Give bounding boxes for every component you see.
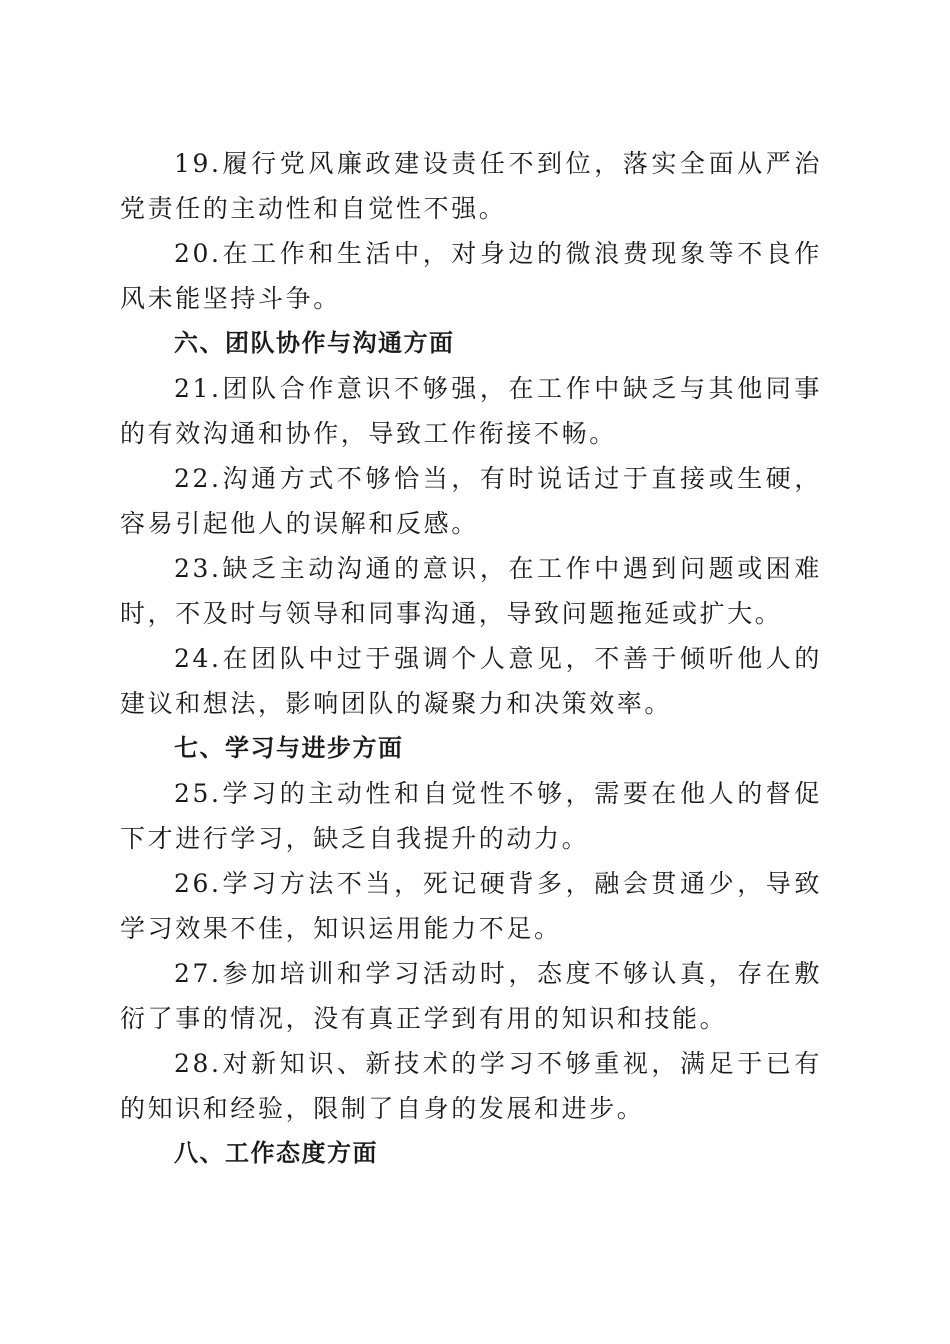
list-item-27: 27.参加培训和学习活动时，态度不够认真，存在敷衍了事的情况，没有真正学到有用的知识和技能。 — [120, 959, 822, 1033]
list-item-24: 24.在团队中过于强调个人意见，不善于倾听他人的建议和想法，影响团队的凝聚力和决策效率。 — [120, 644, 822, 718]
list-item-22: 22.沟通方式不够恰当，有时说话过于直接或生硬，容易引起他人的误解和反感。 — [120, 464, 822, 538]
section-heading-6: 六、团队协作与沟通方面 — [174, 329, 455, 357]
list-item-23: 23.缺乏主动沟通的意识，在工作中遇到问题或困难时，不及时与领导和同事沟通，导致问题拖延或扩大。 — [120, 554, 822, 628]
list-item-21: 21.团队合作意识不够强，在工作中缺乏与其他同事的有效沟通和协作，导致工作衔接不畅。 — [120, 374, 822, 448]
list-item-28: 28.对新知识、新技术的学习不够重视，满足于已有的知识和经验，限制了自身的发展和进步。 — [120, 1049, 822, 1123]
list-item-26: 26.学习方法不当，死记硬背多，融会贯通少，导致学习效果不佳，知识运用能力不足。 — [120, 869, 822, 943]
list-item-25: 25.学习的主动性和自觉性不够，需要在他人的督促下才进行学习，缺乏自我提升的动力。 — [120, 779, 822, 853]
list-item-19: 19.履行党风廉政建设责任不到位，落实全面从严治党责任的主动性和自觉性不强。 — [120, 149, 822, 223]
section-heading-7: 七、学习与进步方面 — [174, 734, 404, 762]
section-heading-8: 八、工作态度方面 — [174, 1139, 378, 1167]
list-item-20: 20.在工作和生活中，对身边的微浪费现象等不良作风未能坚持斗争。 — [120, 239, 822, 313]
document-body — [120, 141, 822, 1176]
